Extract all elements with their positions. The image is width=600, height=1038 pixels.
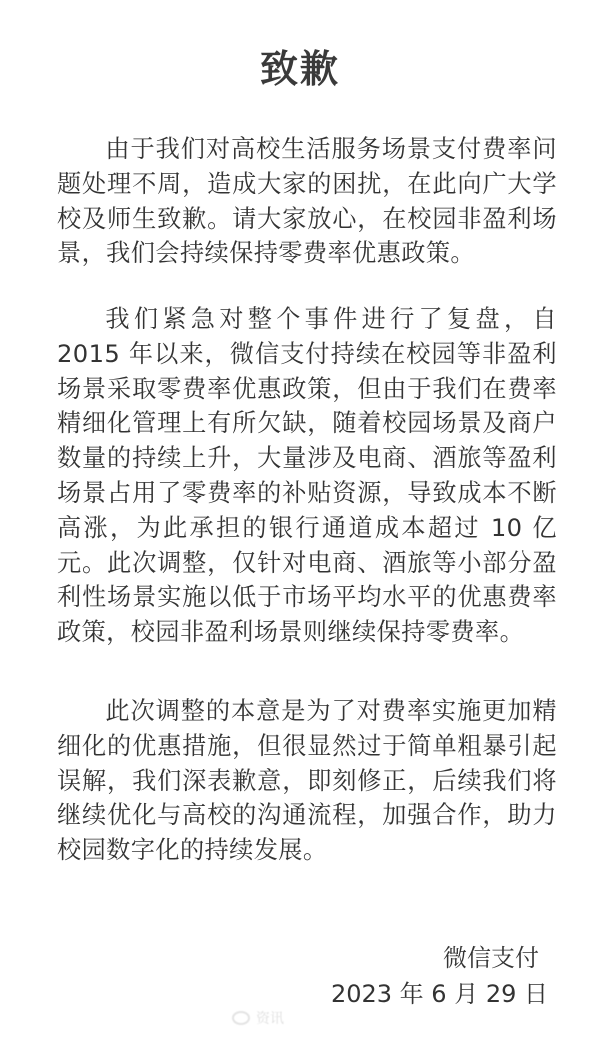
signature-date: 2023 年 6 月 29 日 <box>330 980 548 1008</box>
document-title: 致歉 <box>259 47 340 91</box>
paragraph-1: 由于我们对高校生活服务场景支付费率问题处理不周，造成大家的困扰，在此向广大学校及师生致歉。请大家放心，在校园非盈利场景，我们会持续保持零费率优惠政策。 <box>57 135 557 268</box>
paragraph-2: 我们紧急对整个事件进行了复盘，自 2015 年以来，微信支付持续在校园等非盈利场景采取零费率优惠政策，但由于我们在费率精细化管理上有所欠缺，随着校园场景及商户数量的持续上升，大量涉及电商、酒旅等盈利场景占用了零费率的补贴资源，导致成本不断高涨，为此承担的银行通道成本超过 10 亿元。此次调整，仅针对电商、酒旅等小部分盈利性场景实施以低于市场平均水平的优惠费率政策，校园非盈利场景则继续保持零费率。 <box>57 305 557 647</box>
weibo-logo-icon <box>232 1011 250 1025</box>
watermark-text: 资讯 <box>256 1011 284 1027</box>
watermark <box>232 1008 284 1028</box>
signature-organization: 微信支付 <box>443 944 539 972</box>
paragraph-3: 此次调整的本意是为了对费率实施更加精细化的优惠措施，但很显然过于简单粗暴引起误解，我们深表歉意，即刻修正，后续我们将继续优化与高校的沟通流程，加强合作，助力校园数字化的持续发展。 <box>57 697 557 865</box>
